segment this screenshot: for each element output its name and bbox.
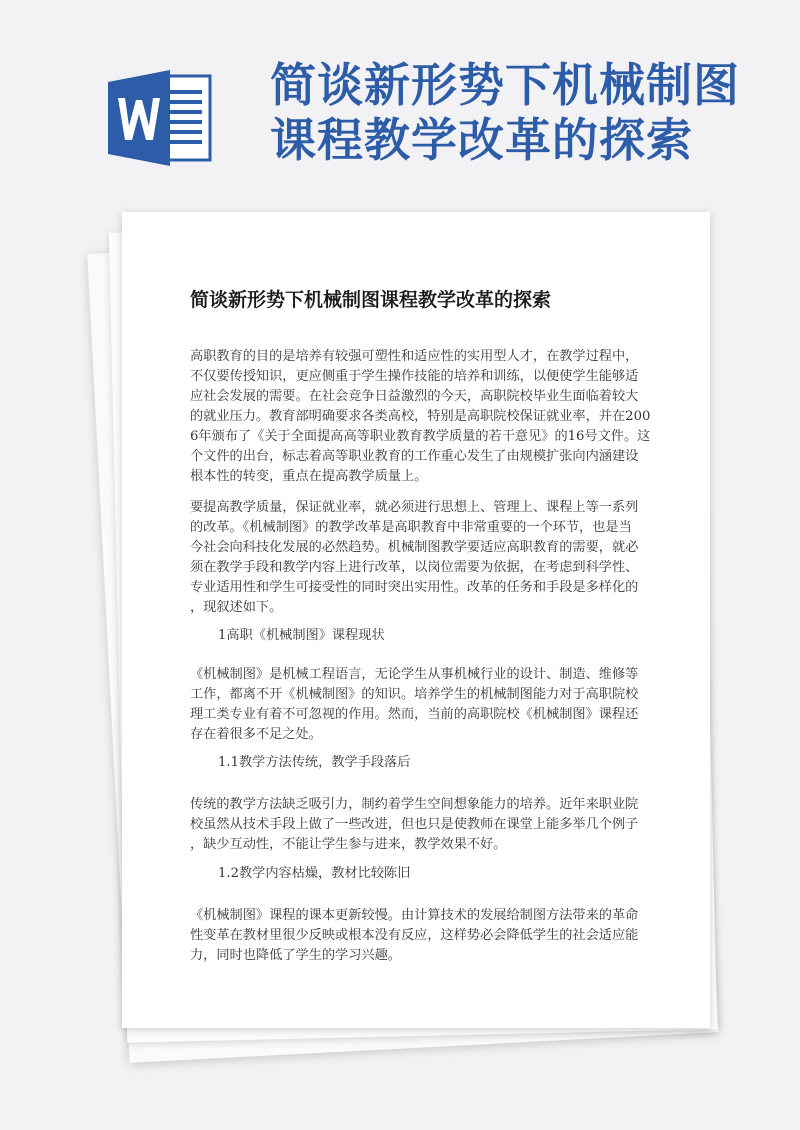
paragraph-line: 的就业压力。教育部明确要求各类高校，特别是高职院校保证就业率，并在200 [190,409,651,424]
paragraph-line: 校虽然从技术手段上做了一些改进，但也只是使教师在课堂上能多举几个例子 [190,817,639,832]
page-heading: 简谈新形势下机械制图课程教学改革的探索 [190,289,552,311]
paragraph-line: 理工类专业有着不可忽视的作用。然而，当前的高职院校《机械制图》课程还 [190,707,639,722]
paragraph-line: 须在教学手段和教学内容上进行改革，以岗位需要为依据，在考虑到科学性、 [190,560,639,575]
section-heading-1-2: 1.2教学内容枯燥，教材比较陈旧 [218,866,411,881]
paragraph-4 [190,795,670,855]
paragraph-line: 传统的教学方法缺乏吸引力，制约着学生空间想象能力的培养。近年来职业院 [190,797,639,812]
paragraph-line: 性变革在教材里很少反映或根本没有反应，这样势必会降低学生的社会适应能 [190,928,639,943]
section-heading-1: 1高职《机械制图》课程现状 [218,628,385,643]
paragraph-2 [190,498,670,618]
paragraph-3 [190,665,670,745]
paragraph-line: 个文件的出台，标志着高等职业教育的工作重心发生了由规模扩张向内涵建设 [190,449,639,464]
paragraph-line: 《机械制图》是机械工程语言，无论学生从事机械行业的设计、制造、维修等 [190,667,639,682]
paragraph-line: ，现叙述如下。 [190,600,283,615]
paragraph-1 [190,347,670,487]
paragraph-line: 不仅要传授知识，更应侧重于学生操作技能的培养和训练，以便使学生能够适 [190,369,639,384]
paragraph-line: 根本性的转变，重点在提高教学质量上。 [190,469,428,484]
title-line-1: 简谈新形势下机械制图 [270,58,740,112]
paragraph-line: 存在着很多不足之处。 [190,727,322,742]
paragraph-line: 应社会发展的需要。在社会竞争日益激烈的今天，高职院校毕业生面临着较大 [190,389,639,404]
paragraph-5 [190,906,670,966]
paragraph-line: 6年颁布了《关于全面提高高等职业教育教学质量的若干意见》的16号文件。这 [190,429,651,444]
paragraph-line: ，缺少互动性，不能让学生参与进来，教学效果不好。 [190,837,507,852]
paragraph-line: 专业适用性和学生可接受性的同时突出实用性。改革的任务和手段是多样化的 [190,580,639,595]
paragraph-line: 的改革。《机械制图》的教学改革是高职教育中非常重要的一个环节，也是当 [190,520,632,535]
paragraph-line: 高职教育的目的是培养有较强可塑性和适应性的实用型人才，在教学过程中， [190,349,639,364]
title-line-2: 课程教学改革的探索 [270,113,693,167]
section-heading-1-1: 1.1教学方法传统，教学手段落后 [218,755,411,770]
paragraph-line: 要提高教学质量，保证就业率，就必须进行思想上、管理上、课程上等一系列 [190,500,639,515]
paragraph-line: 《机械制图》课程的课本更新较慢。由计算技术的发展给制图方法带来的革命 [190,908,639,923]
paragraph-line: 工作，都离不开《机械制图》的知识。培养学生的机械制图能力对于高职院校 [190,687,639,702]
paragraph-line: 力，同时也降低了学生的学习兴趣。 [190,948,401,963]
paragraph-line: 今社会向科技化发展的必然趋势。机械制图教学要适应高职教育的需要，就必 [190,540,639,555]
